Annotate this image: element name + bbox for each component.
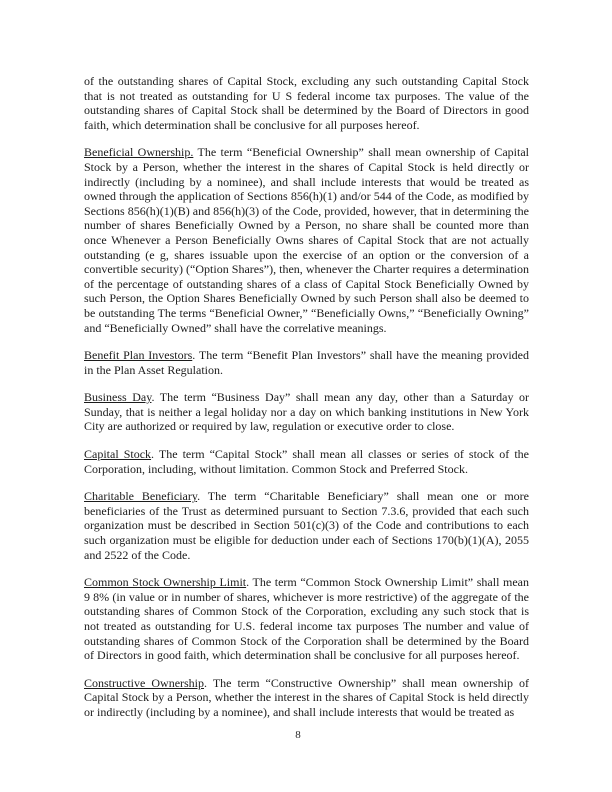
- paragraph-text: The term “Beneficial Ownership” shall mean ownership of Capital Stock by a Person, whether the interest in the shares of Capital Stock is held directly or indirectly (including by a nominee), and shall include interests that would be treated as owned through the application of Sections 856(h)(1) and/or 544 of the Code, as modified by Sections 856(h)(1)(B) and 856(h)(3) of the Code, provided, however, that in determining the number of shares Beneficially Owned by a Person, no share shall be counted more than once Whenever a Person Beneficially Owns shares of Capital Stock that are not actually outstanding (e g, shares issuable upon the exercise of an option or the conversion of a convertible security) (“Option Shares”), then, whenever the Charter requires a determination of the percentage of outstanding shares of a class of Capital Stock Beneficially Owned by such Person, the Option Shares Beneficially Owned by such Person shall also be deemed to be outstanding The terms “Beneficial Owner,” “Beneficially Owns,” “Beneficially Owning” and “Beneficially Owned” shall have the correlative meanings.: [84, 145, 529, 335]
- paragraph-text: The term “Charitable Beneficiary” shall mean one or more beneficiaries of the Trust as determined pursuant to Section 7.3.6, provided that each such organization must be described in Section 501(c)(3) of the Code and contributions to each such organization must be eligible for deduction under each of Sections 170(b)(1)(A), 2055 and 2522 of the Code.: [84, 489, 529, 562]
- term-separator: .: [204, 675, 213, 690]
- paragraph-text: The term “Capital Stock” shall mean all classes or series of stock of the Corporation, including, without limitation. Common Stock and Preferred Stock.: [84, 447, 529, 476]
- defined-term: Capital Stock: [84, 447, 152, 462]
- paragraph-text: The term “Business Day” shall mean any day, other than a Saturday or Sunday, that is neither a legal holiday nor a day on which banking institutions in New York City are authorized or required by law, regulation or executive order to close.: [84, 390, 529, 434]
- paragraph: [84, 447, 529, 476]
- paragraph: [84, 489, 529, 562]
- paragraph-text: of the outstanding shares of Capital Stock, excluding any such outstanding Capital Stock that is not treated as outstanding for U S federal income tax purposes. The value of the outstanding shares of Capital Stock shall be determined by the Board of Directors in good faith, which determination shall be conclusive for all purposes hereof.: [84, 74, 529, 132]
- paragraph: [84, 390, 529, 434]
- defined-term: Charitable Beneficiary: [84, 489, 198, 504]
- paragraph: [84, 74, 529, 132]
- term-separator: .: [197, 489, 208, 504]
- term-separator: .: [151, 447, 159, 462]
- paragraph: [84, 575, 529, 663]
- page-number: 8: [295, 729, 301, 741]
- defined-term: Business Day: [84, 390, 152, 405]
- paragraph-text: The term “Constructive Ownership” shall mean ownership of Capital Stock by a Person, whether the interest in the shares of Capital Stock is held directly or indirectly (including by a nominee), and shall include interests that would be treated as: [84, 675, 529, 719]
- paragraph: [84, 676, 529, 720]
- paragraph: [84, 348, 529, 377]
- term-separator: .: [151, 390, 160, 405]
- defined-term: Benefit Plan Investors: [84, 348, 193, 363]
- paragraph-text: The term “Common Stock Ownership Limit” shall mean 9 8% (in value or in number of shares, whichever is more restrictive) of the aggregate of the outstanding shares of Common Stock of the Corporation, excluding any such stock that is not treated as outstanding for U.S. federal income tax purposes The number and value of outstanding shares of Common Stock of the Corporation shall be determined by the Board of Directors in good faith, which determination shall be conclusive for all purposes hereof.: [84, 575, 529, 663]
- term-separator: .: [246, 575, 253, 590]
- term-separator: .: [192, 348, 199, 363]
- defined-term: Beneficial Ownership.: [84, 145, 194, 160]
- paragraph: [84, 145, 529, 335]
- defined-term: Constructive Ownership: [84, 675, 205, 690]
- document-body: [84, 74, 529, 733]
- defined-term: Common Stock Ownership Limit: [84, 575, 247, 590]
- paragraph-text: The term “Benefit Plan Investors” shall have the meaning provided in the Plan Asset Regulation.: [84, 348, 529, 377]
